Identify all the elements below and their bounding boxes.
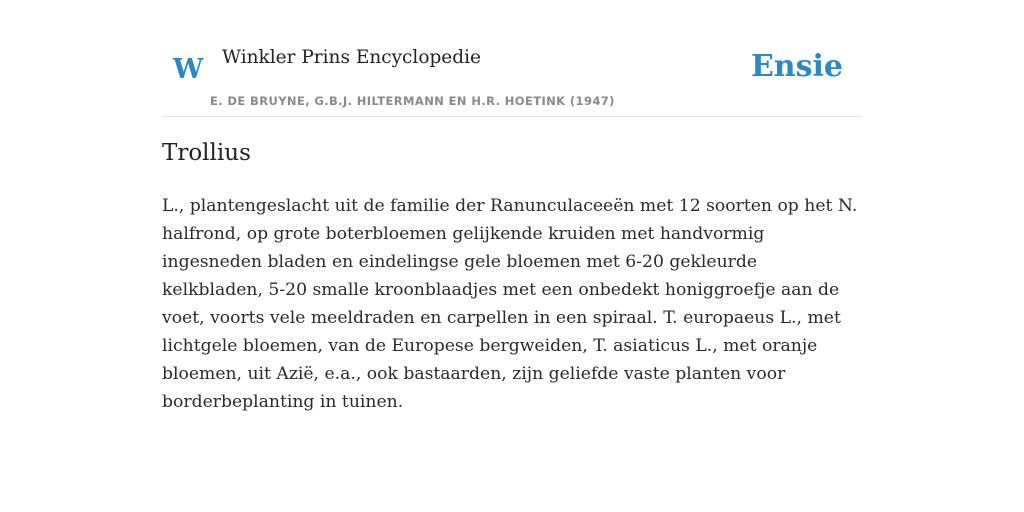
ensie-logo-link[interactable]: Ensie bbox=[750, 49, 843, 84]
article-body: L., plantengeslacht uit de familie der Ranunculaceeën met 12 soorten op het N. halfrond, op grote boterbloemen gelijkende kruiden met handvormig ingesneden bladen en eindelingse gele bloemen met 6-20 gekleurde kelkbladen, 5-20 smalle kroonblaadjes met een onbedekt honiggroefje aan de voet, voorts vele meeldraden en carpellen in een spiraal. T. europaeus L., met lichtgele bloemen, van de Europese bergweiden, T. asiaticus L., met oranje bloemen, uit Azië, e.a., ook bastaarden, zijn geliefde vaste planten voor borderbeplanting in tuinen. bbox=[162, 196, 858, 412]
article-title: Trollius bbox=[162, 140, 251, 166]
source-authors: E. DE BRUYNE, G.B.J. HILTERMANN EN H.R. HOETINK (1947) bbox=[210, 94, 615, 108]
source-header bbox=[162, 36, 862, 117]
source-title[interactable]: Winkler Prins Encyclopedie bbox=[222, 47, 481, 68]
winkler-prins-logo-icon: W bbox=[173, 54, 204, 85]
